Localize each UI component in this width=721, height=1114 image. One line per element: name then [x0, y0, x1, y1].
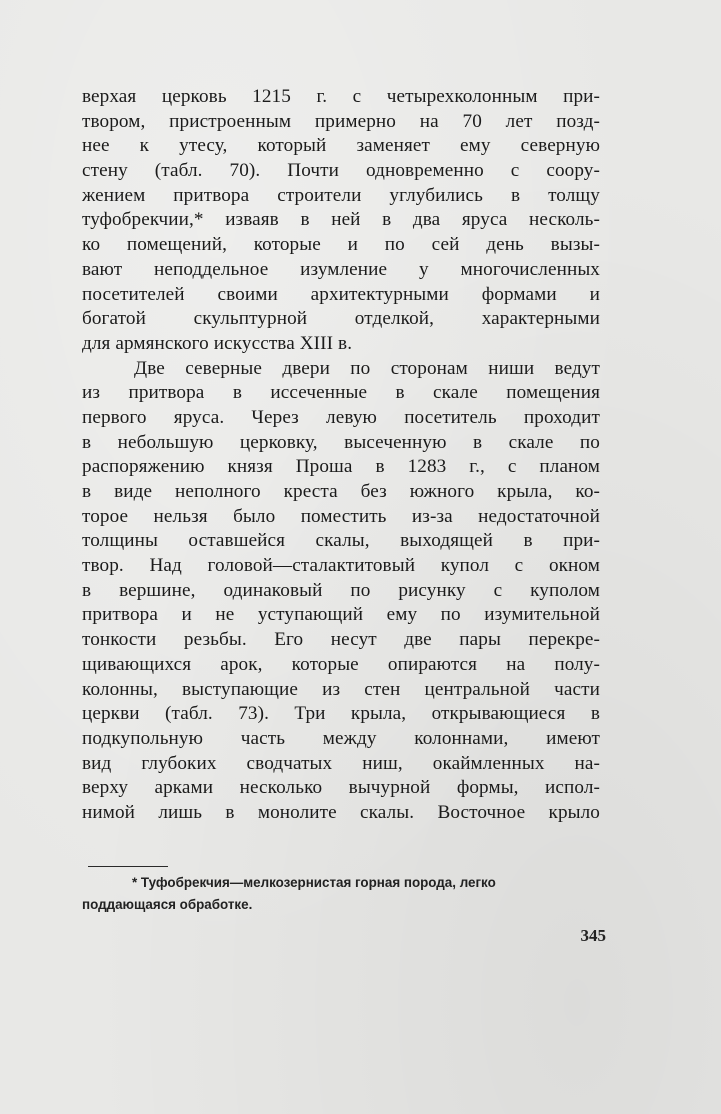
text-line: торое нельзя было поместить из-за недостаточной — [82, 505, 600, 527]
footnote-divider — [88, 866, 168, 867]
text-line: вают неподдельное изумление у многочисленных — [82, 258, 600, 280]
text-line: колонны, выступающие из стен центральной части — [82, 678, 600, 700]
text-line: первого яруса. Через левую посетитель проходит — [82, 406, 600, 428]
text-line: верху арками несколько вычурной формы, испол- — [82, 777, 600, 799]
page-number: 345 — [580, 926, 606, 945]
text-line: тонкости резьбы. Его несут две пары перекре- — [82, 629, 600, 651]
text-line: твором, пристроенным примерно на 70 лет позд- — [82, 110, 600, 132]
text-line: притвора и не уступающий ему по изумительной — [82, 604, 600, 626]
text-line: распоряжению князя Проша в 1283 г., с планом — [82, 456, 600, 478]
text-line: нимой лишь в монолите скалы. Восточное крыло — [82, 801, 600, 823]
text-line: Две северные двери по сторонам ниши ведут — [134, 357, 600, 379]
text-line: богатой скульптурной отделкой, характерными — [82, 308, 600, 330]
footnote — [82, 872, 600, 916]
paragraph-1 — [82, 85, 600, 357]
text-line: для армянского искусства XIII в. — [82, 332, 353, 354]
text-line: из притвора в иссеченные в скале помещения — [82, 382, 600, 404]
text-line: в виде неполного креста без южного крыла, ко- — [82, 481, 600, 502]
text-line: толщины оставшейся скалы, выходящей в при- — [82, 530, 600, 552]
text-line: в небольшую церковку, высеченную в скале по — [82, 431, 600, 453]
text-line: туфобрекчии,* изваяв в ней в два яруса несколь- — [82, 209, 600, 231]
text-line: церкви (табл. 73). Три крыла, открывающиеся в — [82, 703, 600, 725]
text-line: подкупольную часть между колоннами, имеют — [82, 727, 600, 749]
text-line: посетителей своими архитектурными формами и — [82, 283, 600, 305]
footnote-line: поддающаяся обработке. — [82, 897, 253, 912]
text-line: в вершине, одинаковый по рисунку с куполом — [82, 579, 600, 601]
text-line: твор. Над головой—сталактитовый купол с окном — [82, 555, 600, 577]
footnote-line: * Туфобрекчия—мелкозернистая горная порода, легко — [132, 875, 496, 890]
text-line: жением притвора строители углубились в толщу — [82, 184, 600, 206]
paragraph-2 — [82, 357, 600, 875]
text-line: вид глубоких сводчатых ниш, окаймленных на- — [82, 752, 600, 774]
text-line: верхая церковь 1215 г. с четырехколонным при- — [82, 86, 600, 107]
text-line: ко помещений, которые и по сей день вызы- — [82, 234, 600, 256]
text-line: щивающихся арок, которые опираются на полу- — [82, 653, 600, 675]
text-line — [82, 826, 600, 851]
main-text — [82, 85, 600, 875]
text-line: стену (табл. 70). Почти одновременно с соору- — [82, 160, 600, 182]
text-line: нее к утесу, который заменяет ему северную — [82, 135, 600, 157]
